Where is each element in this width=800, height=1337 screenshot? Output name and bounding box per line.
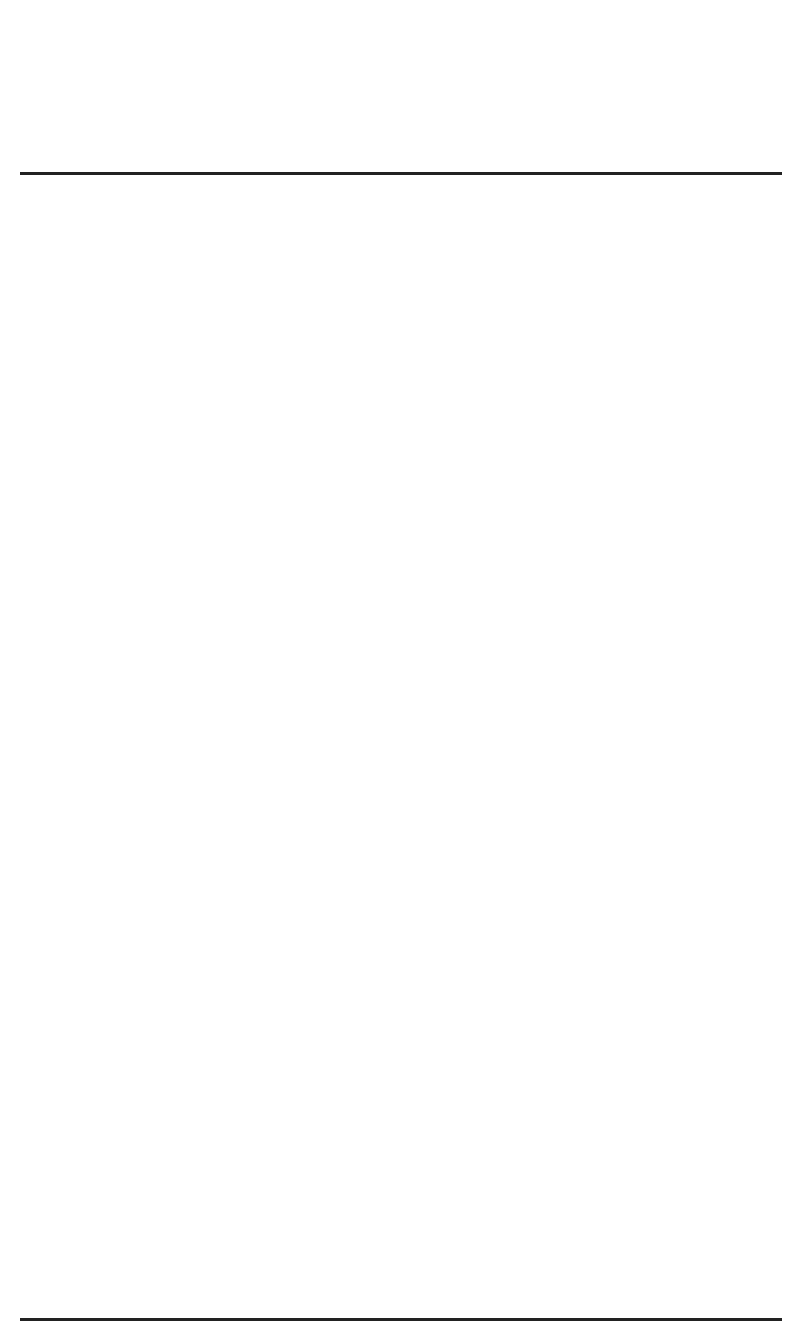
top-rule: [20, 172, 782, 175]
bottom-rule: [20, 1318, 782, 1321]
